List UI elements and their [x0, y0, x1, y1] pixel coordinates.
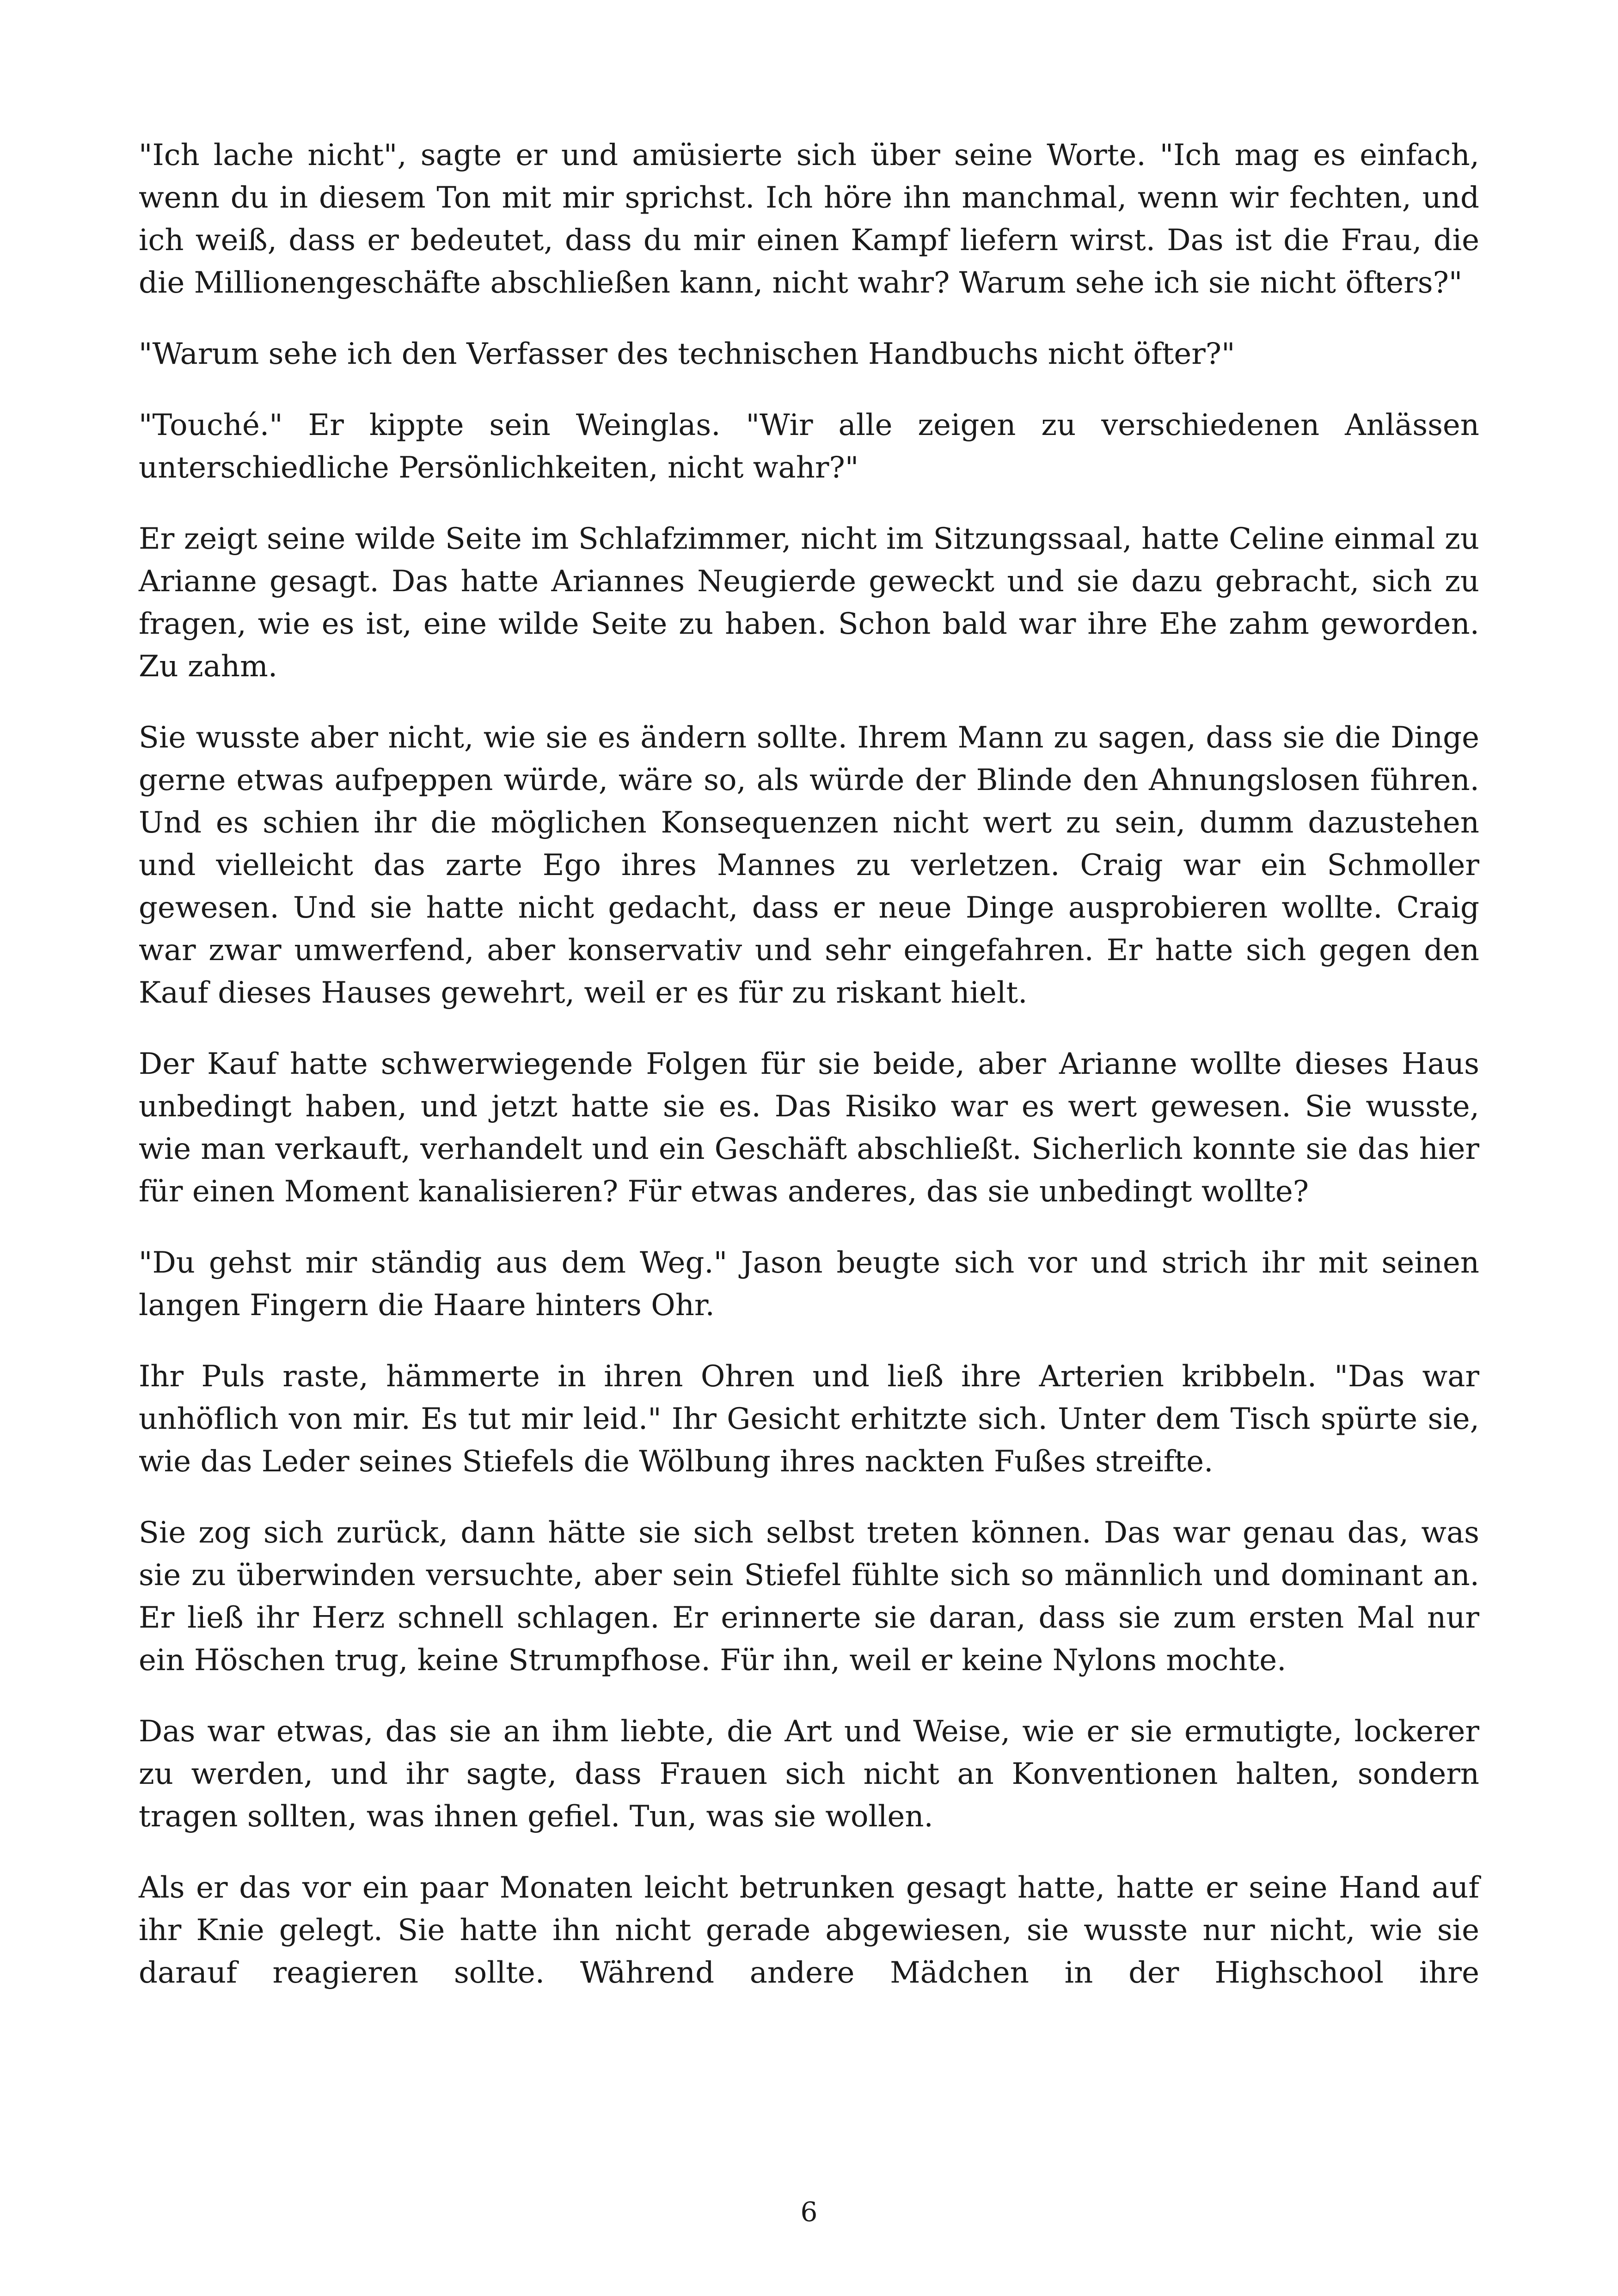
paragraph-5: Sie wusste aber nicht, wie sie es ändern sollte. Ihrem Mann zu sagen, dass sie die Dinge gerne etwas aufpeppen würde, wäre so, als würde der Blinde den Ahnungslosen führen. Und es schien ihr die möglichen Konsequenzen nicht wert zu sein, dumm dazustehen und vielleicht das zarte Ego ihres Mannes zu verletzen. Craig war ein Schmoller gewesen. Und sie hatte nicht gedacht, dass er neue Dinge ausprobieren wollte. Craig war zwar umwerfend, aber konservativ und sehr eingefahren. Er hatte sich gegen den Kauf dieses Hauses gewehrt, weil er es für zu riskant hielt. [139, 721, 1479, 1010]
paragraph-7: "Du gehst mir ständig aus dem Weg." Jason beugte sich vor und strich ihr mit seinen langen Fingern die Haare hinters Ohr. [139, 1246, 1479, 1322]
paragraph-1: "Ich lache nicht", sagte er und amüsierte sich über seine Worte. "Ich mag es einfach, wenn du in diesem Ton mit mir sprichst. Ich höre ihn manchmal, wenn wir fechten, und ich weiß, dass er bedeutet, dass du mir einen Kampf liefern wirst. Das ist die Frau, die die Millionengeschäfte abschließen kann, nicht wahr? Warum sehe ich sie nicht öfters?" [139, 138, 1479, 300]
paragraph-11: Als er das vor ein paar Monaten leicht betrunken gesagt hatte, hatte er seine Hand auf ihr Knie gelegt. Sie hatte ihn nicht gerade abgewiesen, sie wusste nur nicht, wie sie darauf reagieren sollte. Während andere Mädchen in der Highschool ihre [139, 1871, 1479, 1990]
page-number: 6 [800, 2196, 818, 2228]
paragraph-2: "Warum sehe ich den Verfasser des technischen Handbuchs nicht öfter?" [139, 337, 1235, 371]
paragraph-9: Sie zog sich zurück, dann hätte sie sich selbst treten können. Das war genau das, was sie zu überwinden versuchte, aber sein Stiefel fühlte sich so männlich und dominant an. Er ließ ihr Herz schnell schlagen. Er erinnerte sie daran, dass sie zum ersten Mal nur ein Höschen trug, keine Strumpfhose. Für ihn, weil er keine Nylons mochte. [139, 1516, 1479, 1678]
paragraph-3: "Touché." Er kippte sein Weinglas. "Wir alle zeigen zu verschiedenen Anlässen unterschiedliche Persönlichkeiten, nicht wahr?" [139, 408, 1479, 485]
paragraph-6: Der Kauf hatte schwerwiegende Folgen für sie beide, aber Arianne wollte dieses Haus unbedingt haben, und jetzt hatte sie es. Das Risiko war es wert gewesen. Sie wusste, wie man verkauft, verhandelt und ein Geschäft abschließt. Sicherlich konnte sie das hier für einen Moment kanalisieren? Für etwas anderes, das sie unbedingt wollte? [139, 1047, 1479, 1209]
paragraph-4: Er zeigt seine wilde Seite im Schlafzimmer, nicht im Sitzungssaal, hatte Celine einmal zu Arianne gesagt. Das hatte Ariannes Neugierde geweckt und sie dazu gebracht, sich zu fragen, wie es ist, eine wilde Seite zu haben. Schon bald war ihre Ehe zahm geworden. Zu zahm. [139, 522, 1479, 684]
paragraph-10: Das war etwas, das sie an ihm liebte, die Art und Weise, wie er sie ermutigte, lockerer zu werden, und ihr sagte, dass Frauen sich nicht an Konventionen halten, sondern tragen sollten, was ihnen gefiel. Tun, was sie wollen. [139, 1714, 1479, 1834]
paragraph-8: Ihr Puls raste, hämmerte in ihren Ohren und ließ ihre Arterien kribbeln. "Das war unhöflich von mir. Es tut mir leid." Ihr Gesicht erhitzte sich. Unter dem Tisch spürte sie, wie das Leder seines Stiefels die Wölbung ihres nackten Fußes streifte. [139, 1359, 1479, 1479]
body-text [139, 134, 1479, 1994]
